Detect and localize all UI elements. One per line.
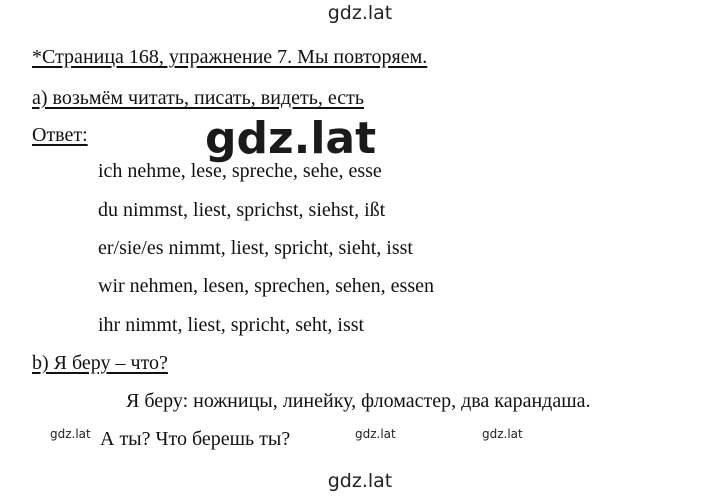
watermark-small-middle: gdz.lat — [355, 427, 396, 441]
part-b-prompt: b) Я беру – что? — [32, 352, 168, 374]
conjugation-du: du nimmst, liest, sprichst, siehst, ißt — [98, 199, 386, 221]
conjugation-ich: ich nehme, lese, spreche, sehe, esse — [98, 160, 382, 182]
answer-label: Ответ: — [32, 124, 88, 146]
conjugation-ihr: ihr nimmt, liest, spricht, seht, isst — [98, 314, 365, 336]
watermark-center: gdz.lat — [205, 113, 377, 164]
part-b-question: А ты? Что берешь ты? — [100, 428, 291, 450]
watermark-bottom: gdz.lat — [327, 470, 393, 492]
part-a-prompt: а) возьмём читать, писать, видеть, есть — [32, 87, 364, 109]
part-b-sentence: Я беру: ножницы, линейку, фломастер, два карандаша. — [126, 390, 591, 412]
conjugation-wir: wir nehmen, lesen, sprechen, sehen, essen — [98, 275, 434, 297]
exercise-title: *Страница 168, упражнение 7. Мы повторяем. — [32, 46, 428, 68]
conjugation-er-sie-es: er/sie/es nimmt, liest, spricht, sieht, isst — [98, 237, 413, 259]
watermark-top: gdz.lat — [327, 2, 393, 24]
watermark-small-left: gdz.lat — [50, 427, 91, 441]
watermark-small-right: gdz.lat — [482, 427, 523, 441]
